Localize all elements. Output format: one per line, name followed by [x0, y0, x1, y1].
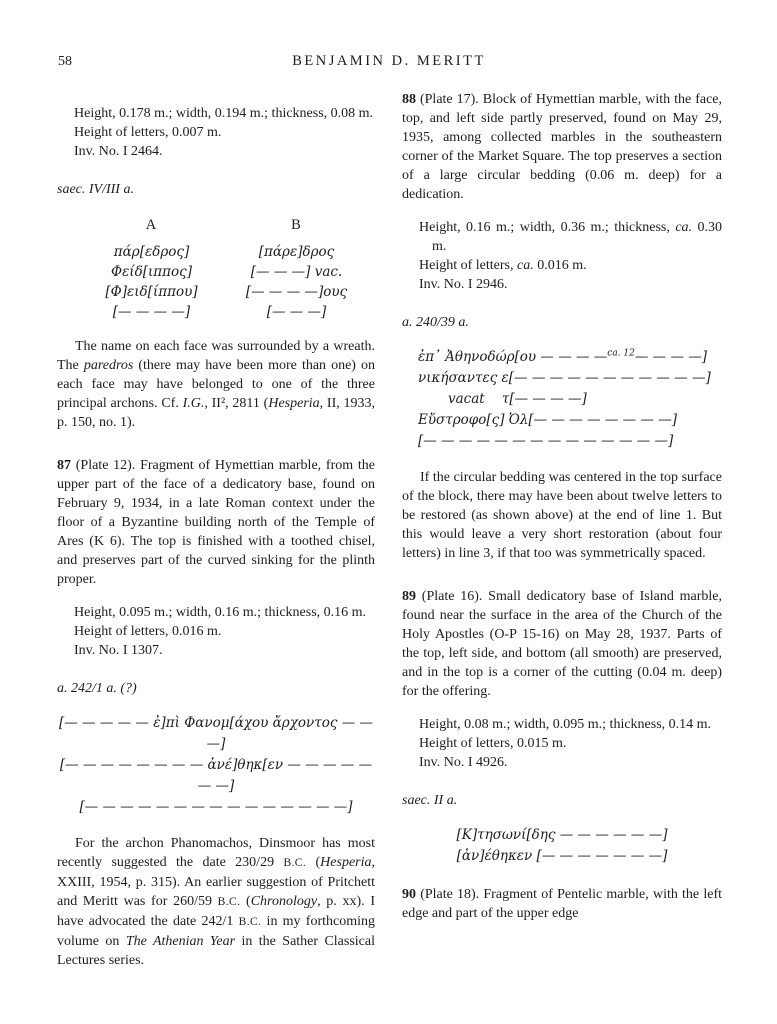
measurements-block-89 [402, 715, 722, 772]
inscription-line: [— — — —] [112, 304, 191, 320]
inscription-88 [402, 347, 722, 452]
face-b-header: B [291, 217, 302, 233]
face-b-column [224, 216, 369, 322]
inscription-line: Εὔστροφο[ς] Ὀλ[— — — — — — — —] [418, 412, 677, 428]
inscription-line: [— — — —]ους [245, 284, 348, 300]
measurement-line: Height, 0.08 m.; width, 0.095 m.; thickness, 0.14 m. [419, 717, 712, 732]
face-a-column [79, 216, 224, 322]
measurement-line: Height of letters, 0.016 m. [74, 624, 222, 639]
inscription-line: ἐπ᾽ Ἀθηνοδώρ[ου — — — —$^{ca. 12}$— — — —] [418, 348, 708, 365]
entry-87-description: 87 (Plate 12). Fragment of Hymettian marble, from the upper part of the face of a dedicatory base, found on February 9, 1934, in a late Roman context under the floor of a Byzantine building north of the Temple of Ares (K 6). The top is finished with a toothed chisel, and preserves part of the curved sinking for the plinth proper. [57, 458, 375, 587]
date-line-86: saec. IV/III a. [57, 182, 134, 197]
right-column [402, 90, 722, 937]
measurement-line: Inv. No. I 1307. [74, 643, 163, 658]
inscription-line: [— — —] vac. [250, 264, 343, 280]
measurement-line: Height, 0.095 m.; width, 0.16 m.; thickness, 0.16 m. [74, 605, 367, 620]
measurement-line: Height of letters, ca. 0.016 m. [419, 258, 587, 273]
entry-88-description: 88 (Plate 17). Block of Hymettian marble, with the face, top, and left side partly preserved, found on May 29, 1935, among collected marbles in the southeastern corner of the Market Square. The top preserves a section of a large circular bedding (0.06 m. deep) for a dedication. [402, 92, 722, 202]
paragraph-bedding-commentary: If the circular bedding was centered in the top surface of the block, there may have been about twelve letters to be restored (as shown above) at the end of line 1. But this would leave a very short restoration (about four letters) in line 3, if that too was symmetrically spaced. [402, 470, 722, 561]
face-a-header: A [145, 217, 158, 233]
running-head: BENJAMIN D. MERITT [292, 53, 486, 69]
inscription-line: [πάρε]δρος [258, 244, 335, 260]
inscription-line: [Κ]τησωνί[δης — — — — — —] [456, 827, 668, 843]
page-number: 58 [58, 54, 72, 69]
measurement-line: Height of letters, 0.015 m. [419, 736, 567, 751]
inscription-line: νικήσαντες ε[— — — — — — — — — — —] [418, 370, 711, 386]
measurement-line: Height of letters, 0.007 m. [74, 125, 222, 140]
inscription-line: [— — — — — — — — — — — — — — —] [79, 799, 353, 815]
measurement-line: Height, 0.178 m.; width, 0.194 m.; thickness, 0.08 m. [74, 106, 374, 121]
inscription-line: Φείδ[ιππος] [111, 264, 192, 280]
inscription-line: πάρ[εδρος] [113, 244, 190, 260]
inscription-line: vacat τ[— — — —] [448, 391, 587, 407]
inscription-87 [57, 713, 375, 818]
inscription-89 [402, 825, 722, 867]
inscription-line: [— — — — — — — — ἀνέ]θηκ[εν — — — — — — —] [59, 757, 373, 794]
measurements-block-87 [57, 603, 375, 660]
date-line-89: saec. II a. [402, 793, 458, 808]
date-line-87: a. 242/1 a. (?) [57, 681, 137, 696]
inscription-line: [ἀν]έθηκεν [— — — — — — —] [456, 848, 668, 864]
entry-89-description: 89 (Plate 16). Small dedicatory base of Island marble, found near the surface in the area of the Church of the Holy Apostles (O-P 15-16) on May 28, 1937. Parts of the top, left side, and bottom (all smooth) are preserved, and in the top is a corner of the cutting (0.04 m. deep) for the offering. [402, 589, 722, 699]
left-column [57, 90, 375, 984]
inscription-line: [Φ]ειδ[ίππου] [105, 284, 198, 300]
page-header [57, 52, 721, 72]
measurement-line: Inv. No. I 4926. [419, 755, 508, 770]
measurements-block-88 [402, 218, 722, 294]
inscription-line: [— — — — — — — — — — — — — —] [418, 433, 674, 449]
entry-90-description: 90 (Plate 18). Fragment of Pentelic marble, with the left edge and part of the upper edge [402, 887, 722, 921]
measurement-line: Inv. No. I 2464. [74, 144, 163, 159]
paragraph-phanomachos-commentary: For the archon Phanomachos, Dinsmoor has most recently suggested the date 230/29 B.C. (Hesperia, XXIII, 1954, p. 315). An earlier suggestion of Pritchett and Meritt was for 260/59 B.C. (Chronology, p. xx). I have advocated the date 242/1 B.C. in my forthcoming volume on The Athenian Year in the Sather Classical Lectures series. [57, 836, 375, 968]
measurement-line: Inv. No. I 2946. [419, 277, 508, 292]
inscription-line: [— — —] [266, 304, 327, 320]
measurement-line: Height, 0.16 m.; width, 0.36 m.; thickness, ca. 0.30 m. [419, 220, 722, 254]
inscription-line: [— — — — — ἐ]πὶ Φανομ[άχου ἄρχοντος — — —] [59, 715, 373, 752]
paragraph-wreath-commentary: The name on each face was surrounded by a wreath. The paredros (there may have been more than one) on each face may have belonged to one of the three principal archons. Cf. I.G., II², 2811 (Hesperia, II, 1933, p. 150, no. 1). [57, 339, 376, 430]
inscription-table-86 [57, 216, 375, 322]
date-line-88: a. 240/39 a. [402, 315, 469, 330]
measurements-block-86 [57, 104, 375, 161]
